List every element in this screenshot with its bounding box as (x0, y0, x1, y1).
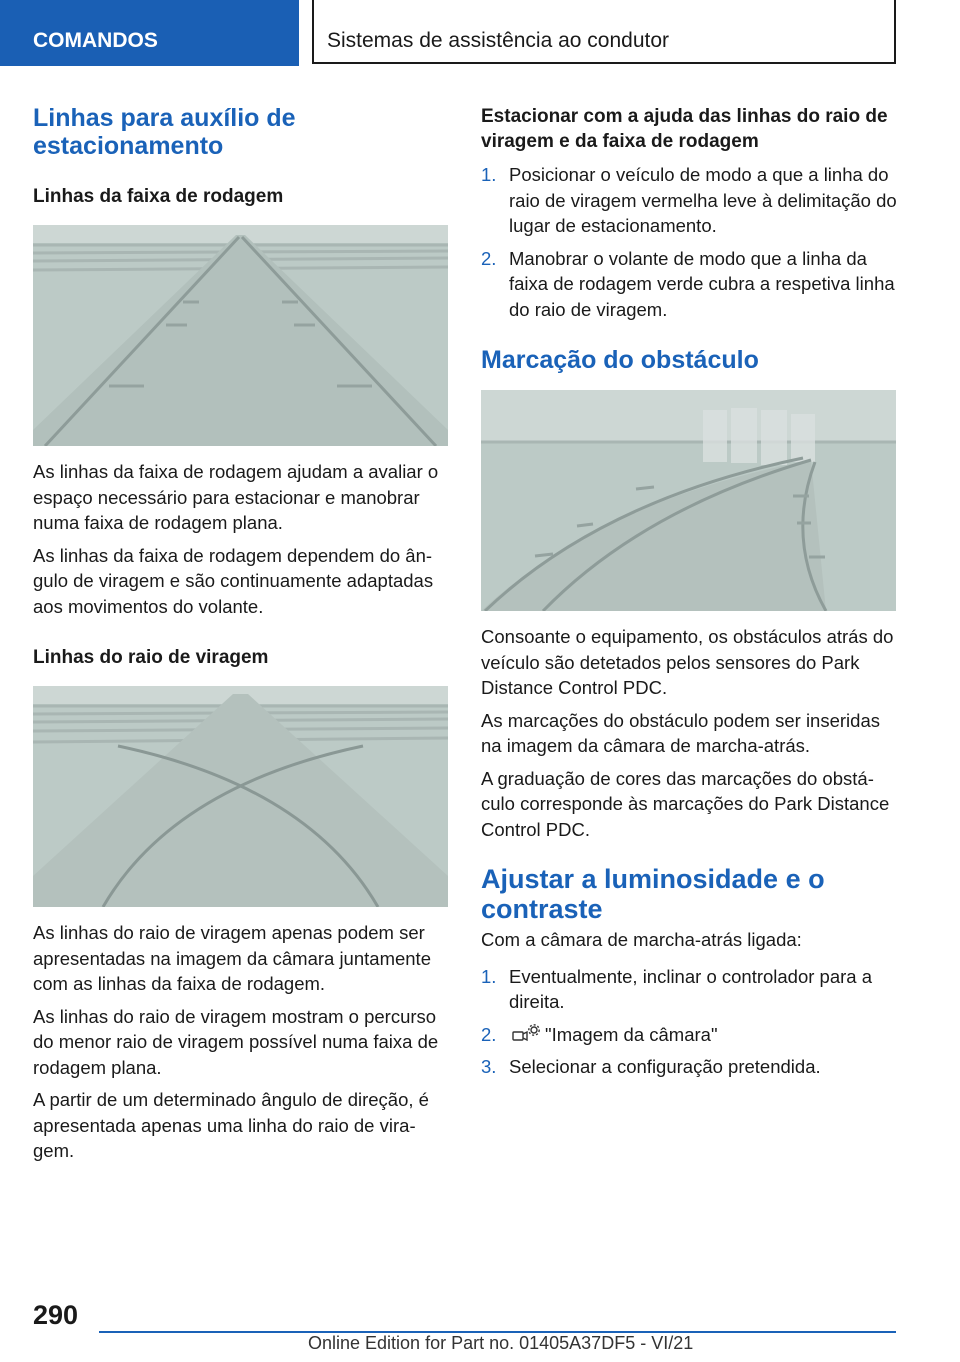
paragraph: As linhas da faixa de rodagem ajudam a avaliar o espaço necessário para estacionar e manobrar numa faixa de rodagem plana. (33, 461, 439, 533)
list-item: 2. "Imagem da câmara" (481, 1023, 718, 1045)
heading-obstacle-marking: Marcação do obstáculo (481, 346, 759, 374)
left-column (33, 104, 449, 1164)
list-item: 1. Posicionar o veículo de modo a que a linha do raio de viragem vermelha leve à delimitação do lugar de estacionamento. (481, 164, 897, 236)
paragraph: A graduação de cores das marcações do obstáculo corresponde às marcações do Park Distance Control PDC. (481, 767, 890, 840)
paragraph: As linhas da faixa de rodagem dependem do ângulo de viragem e são continuamente adaptadas aos movimentos do volante. (33, 544, 434, 617)
chapter-title: Sistemas de assistência ao condutor (312, 0, 896, 64)
paragraph: Consoante o equipamento, os obstáculos atrás do veículo são detetados pelos sensores do Park Distance Control PDC. (481, 626, 894, 698)
heading-brightness-contrast: Ajustar a luminosidade e o contraste (481, 864, 825, 924)
list-item: 2. Manobrar o volante de modo que a linha da faixa de rodagem verde cubra a respetiva linha do raio de viragem. (481, 247, 895, 320)
heading-parking-lines: Linhas para auxílio de estacionamento (33, 104, 296, 160)
paragraph: Com a câmara de marcha-atrás ligada: (481, 929, 802, 950)
section-tab: COMANDOS (0, 0, 299, 66)
page-number: 290 (33, 1300, 79, 1330)
subheading-turning-radius: Linhas do raio de viragem (33, 647, 269, 668)
steps-list (481, 162, 897, 322)
paragraph: As marcações do obstáculo podem ser inseridas na imagem da câmara de marcha-atrás. (481, 709, 880, 756)
paragraph: As linhas do raio de viragem apenas podem ser apresentadas na imagem da câmara juntamente com as linhas da faixa de rodagem. (33, 922, 431, 994)
right-column (481, 104, 897, 1080)
paragraph: As linhas do raio de viragem mostram o percurso do menor raio de viragem possível numa faixa de rodagem plana. (33, 1005, 439, 1078)
footer-edition: Online Edition for Part no. 01405A37DF5 - VI/21 (308, 1333, 694, 1353)
camera-settings-icon (509, 1023, 541, 1045)
subheading-parking-procedure: Estacionar com a ajuda das linhas do raio de viragem e da faixa de rodagem (481, 106, 888, 152)
subheading-lane-lines: Linhas da faixa de rodagem (33, 186, 284, 207)
paragraph: A partir de um determinado ângulo de direção, é apresentada apenas uma linha do raio de viragem. (33, 1089, 429, 1161)
lane-lines-figure (33, 225, 448, 446)
turning-radius-figure (33, 686, 448, 907)
adjust-steps-list (481, 964, 897, 1080)
obstacle-marking-figure (481, 390, 896, 611)
list-item: 1. Eventualmente, inclinar o controlador para a direita. (481, 965, 873, 1012)
list-item: 3. Selecionar a configuração pretendida. (481, 1056, 821, 1077)
